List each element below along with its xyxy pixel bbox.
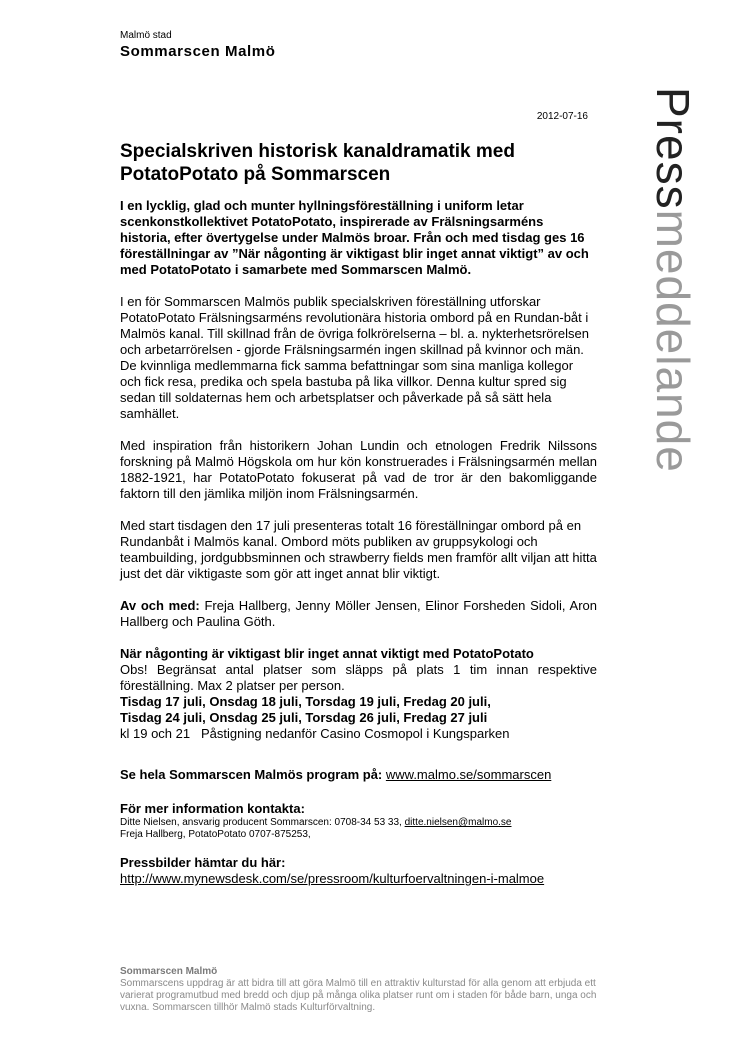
footer-title: Sommarscen Malmö: [120, 966, 218, 977]
cast-label: Av och med:: [120, 598, 200, 613]
contact-line-1: Ditte Nielsen, ansvarig producent Sommarscen: 0708-34 53 33,: [120, 817, 405, 828]
show-info: [120, 646, 597, 742]
contact-block: [120, 801, 597, 841]
release-date: 2012-07-16: [536, 111, 588, 122]
press-images-link[interactable]: http://www.mynewsdesk.com/se/pressroom/kulturfoervaltningen-i-malmoe: [120, 871, 545, 886]
press-images-heading: Pressbilder hämtar du här:: [120, 855, 286, 870]
paragraph-1: I en för Sommarscen Malmös publik specialskriven föreställning utforskar PotatoPotato Frälsningsarméns revolutionära historia ombord på en Rundan-båt i Malmös kanal. Till skillnad från de övriga folkrörelserna – bl. a. nykterhetsrörelsen och arbetarrörelsen - gjorde Frälsningsarmén ingen skillnad på kvinnor och män. De kvinnliga medlemmarna fick samma befattningar som sina manliga kollegor och fick resa, predika och spela bastuba på lika villkor. Denna kultur spred sig sedan till soldaternas hem och arbetsplatser och påverkade på så sätt hela samhället.: [120, 294, 589, 421]
vertical-title-dark: Press: [647, 87, 699, 210]
cast-paragraph: [120, 598, 597, 630]
program-line: [120, 767, 597, 783]
paragraph-2: Med inspiration från historikern Johan Lundin och etnologen Fredrik Nilssons forskning på Malmö Högskola om hur kön konstruerades i Frälsningsarmén mellan 1882-1921, har PotatoPotato fokuserat på vad de tror är den bakomliggande faktorn till den jämlika miljön inom Frälsningsarmén.: [120, 438, 597, 501]
organization-name: Malmö stad: [120, 30, 172, 41]
brand-title: Sommarscen Malmö: [120, 43, 276, 60]
footer-text: Sommarscens uppdrag är att bidra till att göra Malmö till en attraktiv kulturstad för alla genom att erbjuda ett varierat programutbud med bredd och djup på många olika platser runt om i staden för både barn, unga och vuxna. Sommarscen tillhör Malmö stads Kulturförvaltning.: [120, 978, 597, 1013]
pressmeddelande-vertical-title: [647, 87, 699, 473]
cast-list: Freja Hallberg, Jenny Möller Jensen, Elinor Forsheden Sidoli, Aron Hallberg och Paulina Göth.: [120, 598, 597, 629]
show-note: Obs! Begränsat antal platser som släpps på plats 1 tim innan respektive föreställning. Max 2 platser per person.: [120, 662, 597, 693]
article-lead: I en lycklig, glad och munter hyllningsföreställning i uniform letar scenkonstkollektivet PotatoPotato, inspirerade av Frälsningsarméns historia, efter övertygelse under Malmös broar. Från och med tisdag ges 16 föreställningar av ”När någonting är viktigast blir inget annat viktigt” av och med PotatoPotato i samarbete med Sommarscen Malmö.: [120, 198, 589, 277]
article-title: Specialskriven historisk kanaldramatik med PotatoPotato på Sommarscen: [120, 141, 515, 185]
press-images-block: [120, 855, 597, 887]
show-times: kl 19 och 21 Påstigning nedanför Casino Cosmopol i Kungsparken: [120, 726, 510, 741]
program-link[interactable]: www.malmo.se/sommarscen: [385, 767, 552, 782]
program-label: Se hela Sommarscen Malmös program på:: [120, 767, 386, 782]
show-title: När någonting är viktigast blir inget annat viktigt med PotatoPotato: [120, 646, 534, 661]
footer: [120, 966, 600, 1014]
contact-heading: För mer information kontakta:: [120, 801, 305, 816]
paragraph-3: Med start tisdagen den 17 juli presenteras totalt 16 föreställningar ombord på en Rundanbåt i Malmös kanal. Ombord möts publiken av gruppsykologi och teambuilding, jordgubbsminnen och strawberry fields men framför allt viljan att hitta just det där viktigaste som gör att inget annat blir viktigt.: [120, 518, 597, 581]
article-body: [120, 140, 597, 887]
show-dates-1: Tisdag 17 juli, Onsdag 18 juli, Torsdag 19 juli, Fredag 20 juli,: [120, 694, 491, 709]
show-dates-2: Tisdag 24 juli, Onsdag 25 juli, Torsdag 26 juli, Fredag 27 juli: [120, 710, 488, 725]
vertical-title-light: meddelande: [647, 209, 699, 473]
contact-email-link[interactable]: ditte.nielsen@malmo.se: [404, 817, 512, 828]
contact-line-2: Freja Hallberg, PotatoPotato 0707-875253,: [120, 829, 311, 840]
